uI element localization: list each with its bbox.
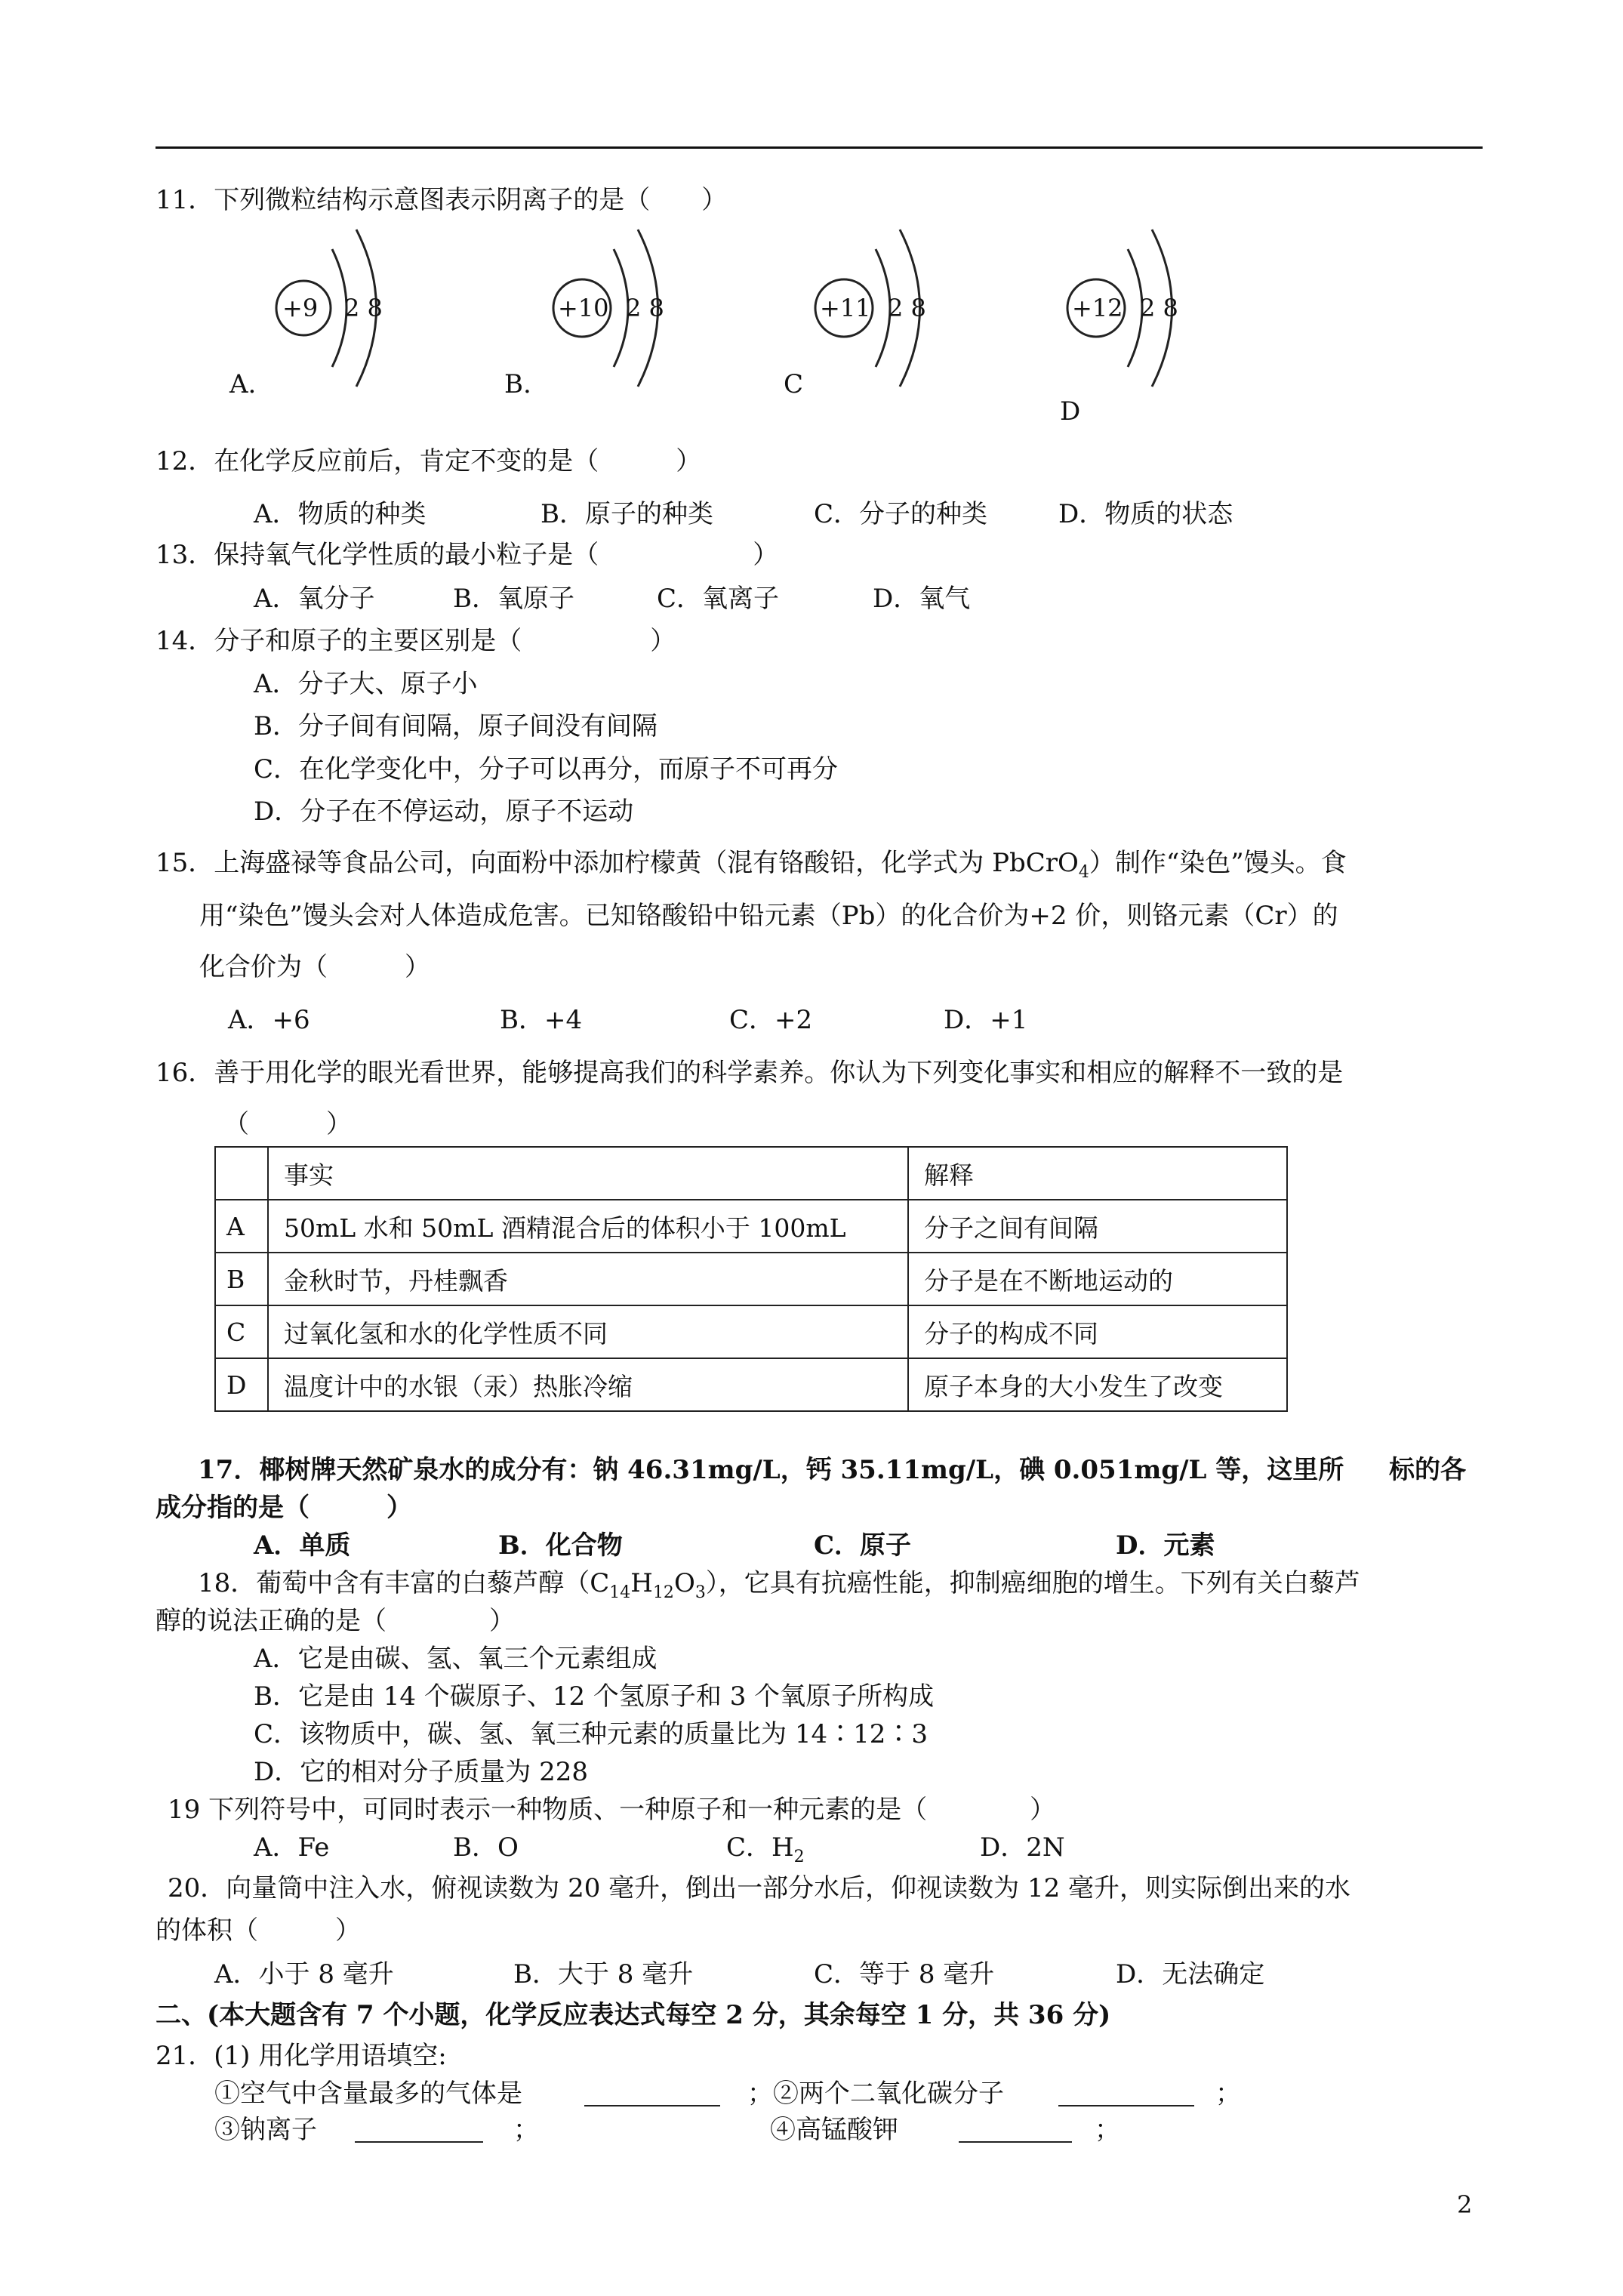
nucleus-charge: +9 bbox=[282, 294, 319, 322]
q13-option-b: B．氧原子 bbox=[453, 584, 574, 614]
q18-option-b: B．它是由 14 个碳原子、12 个氢原子和 3 个氧原子所构成 bbox=[254, 1681, 935, 1712]
electron-shells: 2 8 bbox=[888, 294, 926, 322]
table-cell: 分子的构成不同 bbox=[908, 1305, 1287, 1358]
table-header-row bbox=[215, 1147, 1287, 1200]
nucleus-charge: +10 bbox=[558, 294, 609, 322]
q12-option-c: C．分子的种类 bbox=[814, 499, 988, 529]
electron-shells: 2 8 bbox=[626, 294, 664, 322]
table-cell: 温度计中的水银（汞）热胀冷缩 bbox=[268, 1358, 908, 1411]
section-2-heading: 二、(本大题含有 7 个小题，化学反应表达式每空 2 分，其余每空 1 分，共 36 分) bbox=[156, 2000, 1111, 2030]
answer-blank-3[interactable] bbox=[355, 2122, 483, 2143]
q11-option-c: C bbox=[784, 369, 804, 399]
q21-stem: 21．(1) 用化学用语填空: bbox=[156, 2041, 447, 2071]
q17-option-b: B．化合物 bbox=[498, 1530, 623, 1561]
q15-option-d: D．+1 bbox=[944, 1005, 1028, 1035]
q21-item-3-end: ； bbox=[513, 2115, 539, 2145]
table-cell: 金秋时节，丹桂飘香 bbox=[268, 1253, 908, 1305]
table-row bbox=[215, 1358, 1287, 1411]
q20-option-a: A．小于 8 毫升 bbox=[214, 1959, 394, 1989]
electron-shells: 2 8 bbox=[344, 294, 383, 322]
table-cell: A bbox=[215, 1200, 268, 1253]
q16-line-1: 16．善于用化学的眼光看世界，能够提高我们的科学素养。你认为下列变化事实和相应的解释不一致的是 bbox=[156, 1058, 1344, 1088]
q19-option-d: D．2N bbox=[980, 1832, 1065, 1863]
q15-line-2: 用“染色”馒头会对人体造成危害。已知铬酸铅中铅元素（Pb）的化合价为+2 价，则铬元素（Cr）的 bbox=[199, 901, 1338, 931]
q13-option-c: C．氧离子 bbox=[657, 584, 780, 614]
atom-diagram-b bbox=[547, 219, 676, 347]
q17-line-1a: 17．椰树牌天然矿泉水的成分有：钠 46.31mg/L，钙 35.11mg/L，碘 0.051mg/L 等，这里所 bbox=[198, 1455, 1344, 1485]
q20-line-1: 20．向量筒中注入水，俯视读数为 20 毫升，倒出一部分水后，仰视读数为 12 毫升，则实际倒出来的水 bbox=[168, 1873, 1351, 1903]
table-cell: 分子是在不断地运动的 bbox=[908, 1253, 1287, 1305]
q20-line-2: 的体积（ ） bbox=[156, 1915, 361, 1946]
q20-option-c: C．等于 8 毫升 bbox=[814, 1959, 995, 1989]
q13-stem: 13．保持氧气化学性质的最小粒子是（ ） bbox=[156, 540, 779, 570]
q15-line-1: 15．上海盛禄等食品公司，向面粉中添加柠檬黄（混有铬酸铅，化学式为 PbCrO$_4$）制作“染色”馒头。食 bbox=[156, 848, 1347, 882]
q21-item-3: ③钠离子 bbox=[214, 2115, 317, 2145]
q12-option-d: D．物质的状态 bbox=[1058, 499, 1233, 529]
table-cell: 50mL 水和 50mL 酒精混合后的体积小于 100mL bbox=[268, 1200, 908, 1253]
q12-option-a: A．物质的种类 bbox=[254, 499, 427, 529]
answer-blank-4[interactable] bbox=[959, 2122, 1072, 2143]
table-cell: 原子本身的大小发生了改变 bbox=[908, 1358, 1287, 1411]
atom-structure-icon bbox=[808, 219, 936, 347]
nucleus-charge: +11 bbox=[820, 294, 871, 322]
q11-option-b: B. bbox=[504, 369, 531, 399]
table-header-explanation: 解释 bbox=[908, 1147, 1287, 1200]
atom-diagram-a bbox=[272, 219, 400, 347]
q13-option-d: D．氧气 bbox=[873, 584, 971, 614]
table-cell: C bbox=[215, 1305, 268, 1358]
q11-option-a: A. bbox=[229, 369, 257, 399]
q21-item-2: ；②两个二氧化碳分子 bbox=[747, 2079, 1004, 2109]
q15-option-b: B．+4 bbox=[500, 1005, 583, 1035]
q15-line-3: 化合价为（ ） bbox=[199, 952, 430, 982]
q17-line-1b: 标的各 bbox=[1389, 1455, 1466, 1485]
q15-option-a: A．+6 bbox=[228, 1005, 310, 1035]
q18-line-2: 醇的说法正确的是（ ） bbox=[156, 1606, 515, 1636]
atom-structure-icon bbox=[547, 219, 676, 347]
header-rule bbox=[156, 146, 1483, 149]
q18-option-d: D．它的相对分子质量为 228 bbox=[254, 1757, 588, 1787]
q17-option-d: D．元素 bbox=[1116, 1530, 1215, 1561]
q18-line-1: 18．葡萄中含有丰富的白藜芦醇$(C_{14}H_{12}O_3)$，它具有抗癌性能，抑制癌细胞的增生。下列有关白藜芦 bbox=[198, 1568, 1360, 1602]
atom-structure-icon bbox=[1060, 219, 1188, 347]
q19-option-b: B．O bbox=[453, 1832, 519, 1863]
atom-diagram-d bbox=[1060, 219, 1188, 347]
q20-option-d: D．无法确定 bbox=[1116, 1959, 1265, 1989]
q12-stem: 12．在化学反应前后，肯定不变的是（ ） bbox=[156, 446, 702, 476]
q14-option-d: D．分子在不停运动，原子不运动 bbox=[254, 797, 634, 827]
nucleus-charge: +12 bbox=[1072, 294, 1123, 322]
page-number: 2 bbox=[1457, 2190, 1473, 2219]
atom-structure-icon bbox=[272, 219, 400, 347]
q21-item-1: ①空气中含量最多的气体是 bbox=[214, 2079, 522, 2109]
q14-option-c: C．在化学变化中，分子可以再分，而原子不可再分 bbox=[254, 754, 839, 784]
table-row bbox=[215, 1200, 1287, 1253]
table-cell: 分子之间有间隔 bbox=[908, 1200, 1287, 1253]
q14-option-b: B．分子间有间隔，原子间没有间隔 bbox=[254, 711, 658, 741]
q11-option-d: D bbox=[1060, 396, 1081, 427]
q17-line-2: 成分指的是（ ） bbox=[156, 1493, 412, 1523]
q13-option-a: A．氧分子 bbox=[254, 584, 375, 614]
q16-table bbox=[214, 1146, 1288, 1412]
answer-blank-2[interactable] bbox=[1058, 2085, 1194, 2106]
table-header-fact: 事实 bbox=[268, 1147, 908, 1200]
q21-item-2-end: ； bbox=[1215, 2079, 1241, 2109]
q17-option-a: A．单质 bbox=[254, 1530, 351, 1561]
q19-stem: 19 下列符号中，可同时表示一种物质、一种原子和一种元素的是（ ） bbox=[168, 1795, 1056, 1825]
q14-stem: 14．分子和原子的主要区别是（ ） bbox=[156, 626, 676, 656]
table-row bbox=[215, 1305, 1287, 1358]
table-row bbox=[215, 1253, 1287, 1305]
q20-option-b: B．大于 8 毫升 bbox=[513, 1959, 694, 1989]
q19-option-c: C．$H_2$ bbox=[726, 1832, 805, 1866]
q21-item-4-end: ； bbox=[1095, 2115, 1120, 2145]
q14-option-a: A．分子大、原子小 bbox=[254, 669, 478, 699]
table-cell: 过氧化氢和水的化学性质不同 bbox=[268, 1305, 908, 1358]
atom-diagram-c bbox=[808, 219, 936, 347]
q19-option-a: A．Fe bbox=[254, 1832, 330, 1863]
table-cell: D bbox=[215, 1358, 268, 1411]
q15-option-c: C．+2 bbox=[729, 1005, 813, 1035]
answer-blank-1[interactable] bbox=[584, 2085, 720, 2106]
q18-option-c: C．该物质中，碳、氢、氧三种元素的质量比为 14∶12∶3 bbox=[254, 1719, 928, 1749]
q18-option-a: A．它是由碳、氢、氧三个元素组成 bbox=[254, 1644, 658, 1674]
electron-shells: 2 8 bbox=[1140, 294, 1178, 322]
table-cell: B bbox=[215, 1253, 268, 1305]
q16-line-2: （ ） bbox=[223, 1109, 352, 1139]
table-cell bbox=[215, 1147, 268, 1200]
q12-option-b: B．原子的种类 bbox=[540, 499, 713, 529]
q21-item-4: ④高锰酸钾 bbox=[770, 2115, 898, 2145]
q17-option-c: C．原子 bbox=[814, 1530, 912, 1561]
q11-stem: 11．下列微粒结构示意图表示阴离子的是（ ） bbox=[156, 185, 728, 215]
